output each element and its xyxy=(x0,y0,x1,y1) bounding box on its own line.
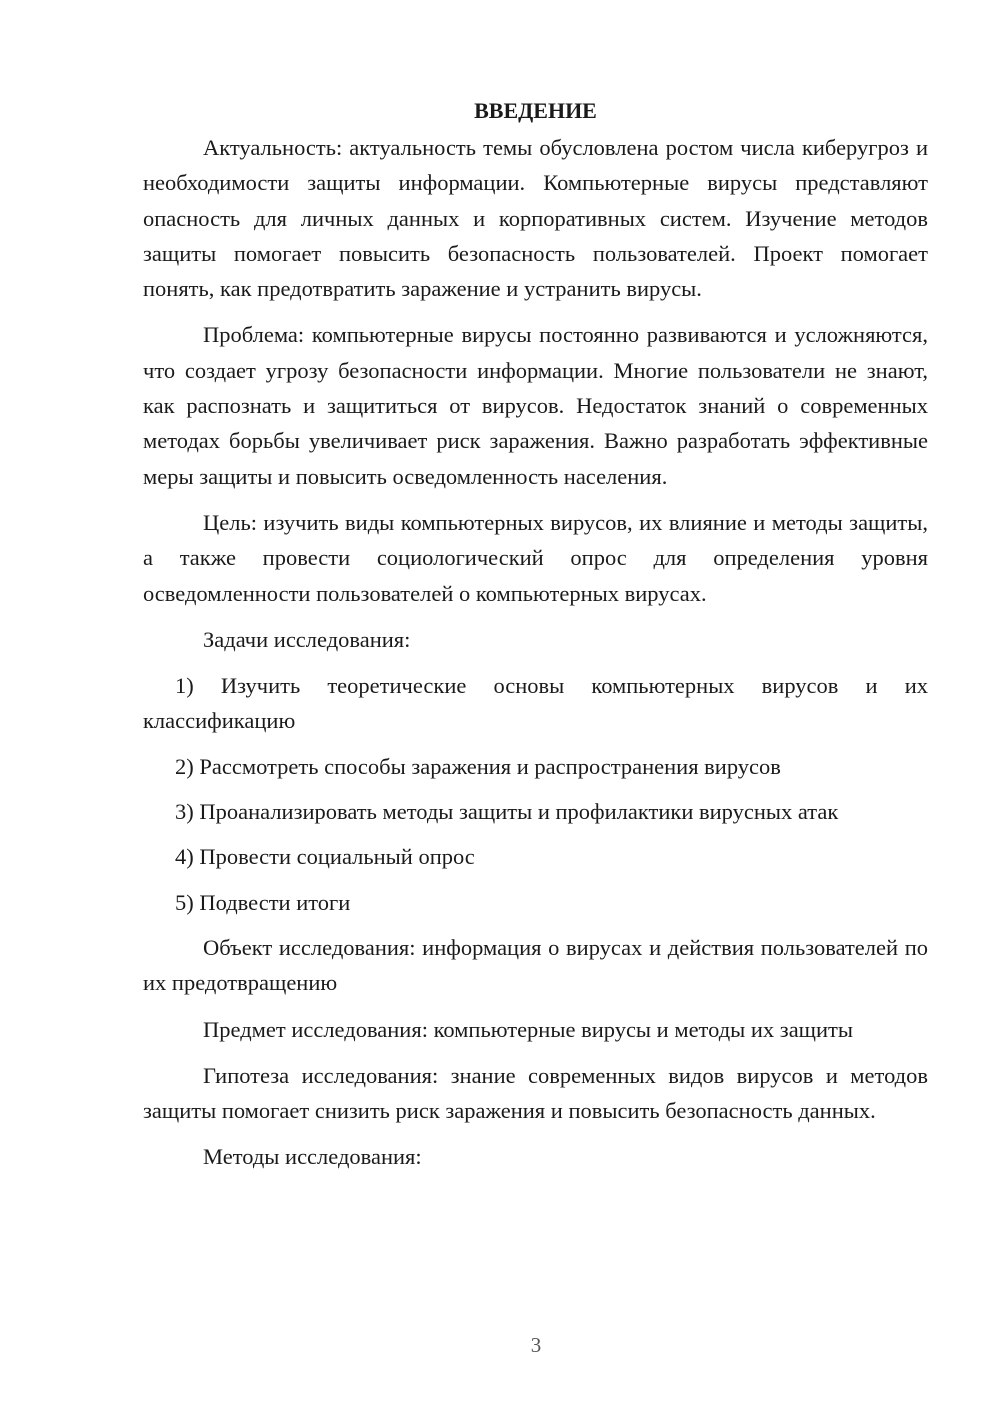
document-page xyxy=(143,93,928,1186)
page-number: 3 xyxy=(530,1333,542,1357)
relevance-paragraph: Актуальность: актуальность темы обусловлена ростом числа киберугроз и необходимости защиты информации. Компьютерные вирусы представляют опасность для личных данных и корпоративных систем. Изучение методов защиты помогает повысить безопасность пользователей. Проект помогает понять, как предотвратить заражение и устранить вирусы. xyxy=(143,135,928,302)
task-item-2: 2) Рассмотреть способы заражения и распространения вирусов xyxy=(175,753,781,779)
task-item-3: 3) Проанализировать методы защиты и профилактики вирусных атак xyxy=(175,799,839,825)
task-item-5: 5) Подвести итоги xyxy=(175,889,351,915)
object-paragraph: Объект исследования: информация о вирусах и действия пользователей по их предотвращению xyxy=(143,934,928,996)
page-title: ВВЕДЕНИЕ xyxy=(474,98,597,123)
subject-paragraph: Предмет исследования: компьютерные вирусы и методы их защиты xyxy=(203,1016,853,1042)
tasks-heading: Задачи исследования: xyxy=(203,626,411,652)
goal-paragraph: Цель: изучить виды компьютерных вирусов, их влияние и методы защиты, а также провести социологический опрос для определения уровня осведомленности пользователей о компьютерных вирусах. xyxy=(143,509,928,606)
task-item-1: 1) Изучить теоретические основы компьютерных вирусов и их классификацию xyxy=(143,673,928,734)
problem-paragraph: Проблема: компьютерные вирусы постоянно развиваются и усложняются, что создает угрозу безопасности информации. Многие пользователи не знают, как распознать и защититься от вирусов. Недостаток знаний о современных методах борьбы увеличивает риск заражения. Важно разработать эффективные меры защиты и повысить осведомленность населения. xyxy=(143,322,928,489)
hypothesis-paragraph: Гипотеза исследования: знание современных видов вирусов и методов защиты помогает снизить риск заражения и повысить безопасность данных. xyxy=(143,1062,928,1124)
task-item-4: 4) Провести социальный опрос xyxy=(175,844,475,870)
methods-heading: Методы исследования: xyxy=(203,1144,422,1170)
